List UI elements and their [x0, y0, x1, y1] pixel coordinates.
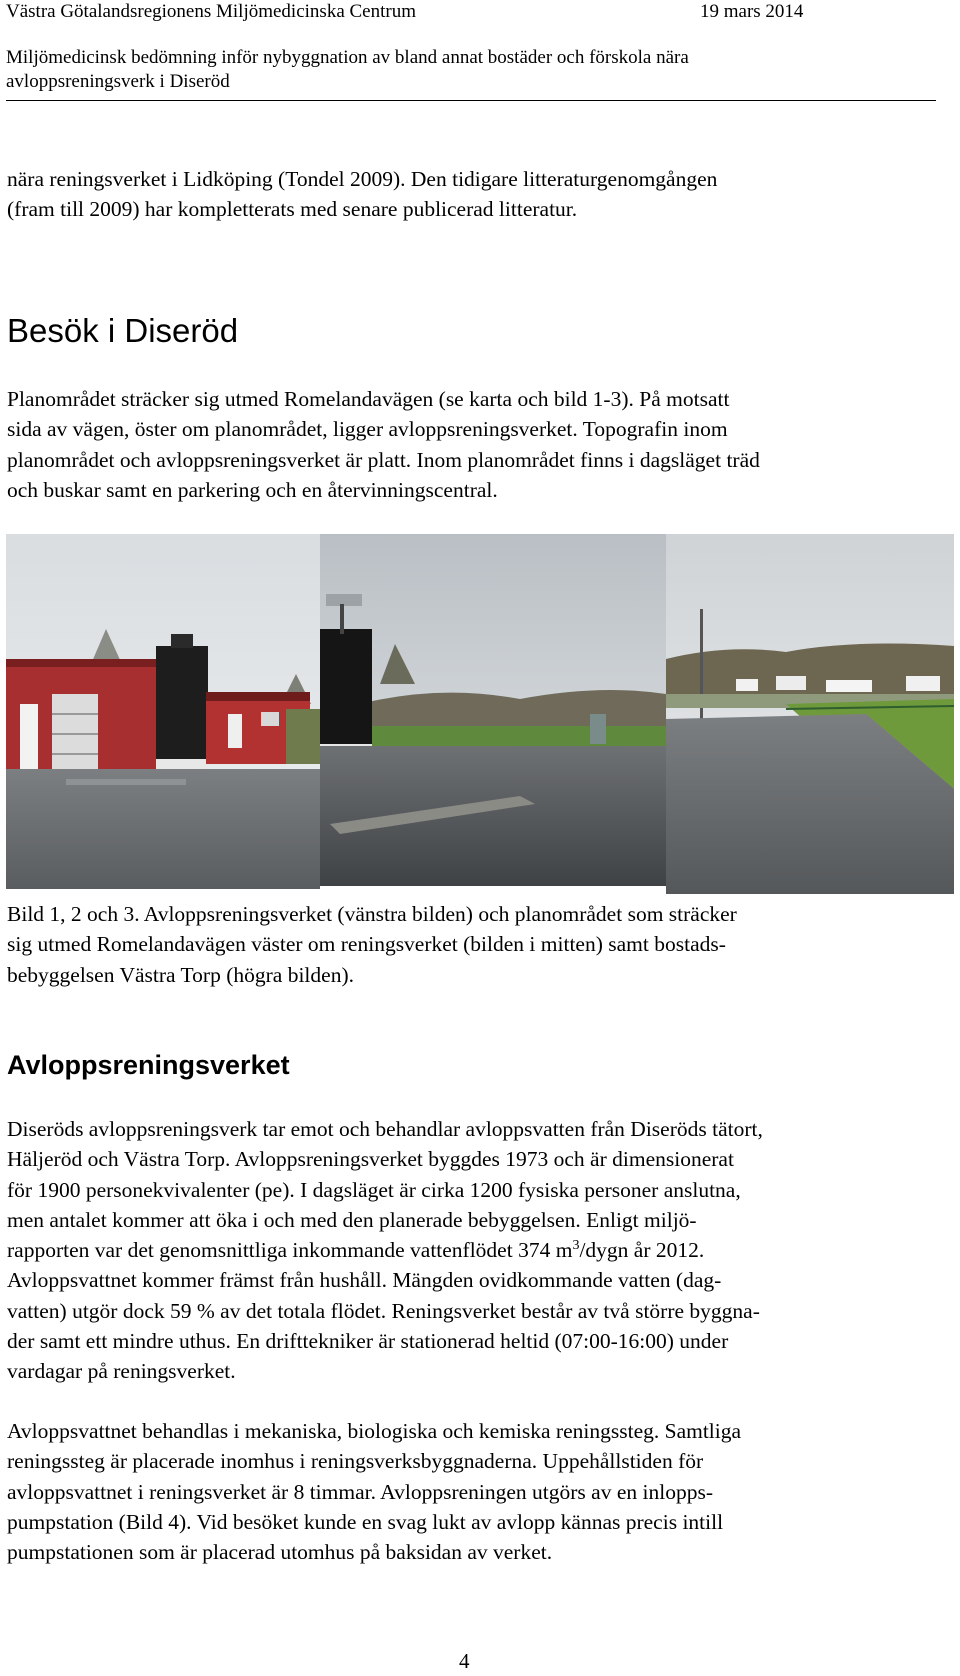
page-number: 4	[459, 1649, 470, 1673]
flow-unit-text: /dygn år 2012.	[579, 1238, 705, 1263]
paragraph-line: Diseröds avloppsreningsverk tar emot och behandlar avloppsvatten från Diseröds tätort,	[7, 1117, 763, 1141]
paragraph-line: Avloppsvattnet kommer främst från hushåll. Mängden ovidkommande vatten (dag-	[7, 1268, 722, 1293]
paragraph-line: för 1900 personekvivalenter (pe). I dagsläget är cirka 1200 fysiska personer anslutna,	[7, 1177, 741, 1202]
paragraph-line: sida av vägen, öster om planområdet, ligger avloppsreningsverket. Topografin inom	[7, 417, 728, 442]
section1-paragraph	[7, 384, 937, 505]
paragraph-line: Häljeröd och Västra Torp. Avloppsreningsverket byggdes 1973 och är dimensionerat	[7, 1147, 734, 1172]
caption-line: bebyggelsen Västra Torp (högra bilden).	[7, 962, 354, 987]
paragraph-line: planområdet och avloppsreningsverket är platt. Inom planområdet finns i dagsläget träd	[7, 447, 760, 472]
section2-paragraph-1	[7, 1114, 937, 1387]
header-org: Västra Götalandsregionens Miljömedicinska Centrum	[6, 1, 416, 22]
paragraph-line: pumpstationen som är placerad utomhus på baksidan av verket.	[7, 1540, 553, 1565]
caption-line: Bild 1, 2 och 3. Avloppsreningsverket (vänstra bilden) och planområdet som sträcker	[7, 902, 737, 926]
paragraph-line: vatten) utgör dock 59 % av det totala flödet. Reningsverket består av två större byggna-	[7, 1298, 760, 1323]
photo-caption	[7, 899, 937, 990]
paragraph-line: vardagar på reningsverket.	[7, 1359, 236, 1384]
intro-line: (fram till 2009) har kompletterats med senare publicerad litteratur.	[7, 197, 578, 222]
header-title-line-2: avloppsreningsverk i Diseröd	[6, 71, 230, 92]
photo-vastra-torp	[666, 534, 954, 894]
section-heading-besok: Besök i Diseröd	[7, 312, 239, 349]
paragraph-line: reningssteg är placerade inomhus i reningsverksbyggnaderna. Uppehållstiden för	[7, 1449, 704, 1474]
intro-paragraph	[7, 164, 937, 225]
paragraph-line: Planområdet sträcker sig utmed Romelandavägen (se karta och bild 1-3). På motsatt	[7, 387, 730, 411]
section2-paragraph-2	[7, 1416, 937, 1567]
paragraph-line	[7, 1235, 937, 1265]
paragraph-line: avloppsvattnet i reningsverket är 8 timmar. Avloppsreningen utgörs av en inlopps-	[7, 1479, 713, 1504]
intro-line: nära reningsverket i Lidköping (Tondel 2009). Den tidigare litteraturgenomgången	[7, 167, 718, 191]
header-title-line-1: Miljömedicinsk bedömning inför nybyggnation av bland annat bostäder och förskola nära	[6, 47, 689, 68]
header-rule	[6, 100, 936, 101]
paragraph-line: Avloppsvattnet behandlas i mekaniska, biologiska och kemiska reningssteg. Samtliga	[7, 1419, 742, 1443]
header-date: 19 mars 2014	[700, 1, 804, 22]
paragraph-line: och buskar samt en parkering och en återvinningscentral.	[7, 477, 498, 502]
paragraph-line: pumpstation (Bild 4). Vid besöket kunde en svag lukt av avlopp kännas precis intill	[7, 1509, 724, 1534]
flow-text: rapporten var det genomsnittliga inkommande vattenflödet 374 m	[7, 1238, 573, 1263]
photo-treatment-plant	[6, 534, 320, 889]
photo-plan-area	[320, 534, 666, 886]
caption-line: sig utmed Romelandavägen väster om reningsverket (bilden i mitten) samt bostads-	[7, 932, 726, 957]
section-heading-avloppsreningsverket: Avloppsreningsverket	[7, 1050, 290, 1080]
superscript-three: 3	[572, 1238, 580, 1254]
paragraph-line: men antalet kommer att öka i och med den planerade bebyggelsen. Enligt miljö-	[7, 1207, 697, 1232]
paragraph-line: der samt ett mindre uthus. En drifttekniker är stationerad heltid (07:00-16:00) under	[7, 1329, 729, 1354]
